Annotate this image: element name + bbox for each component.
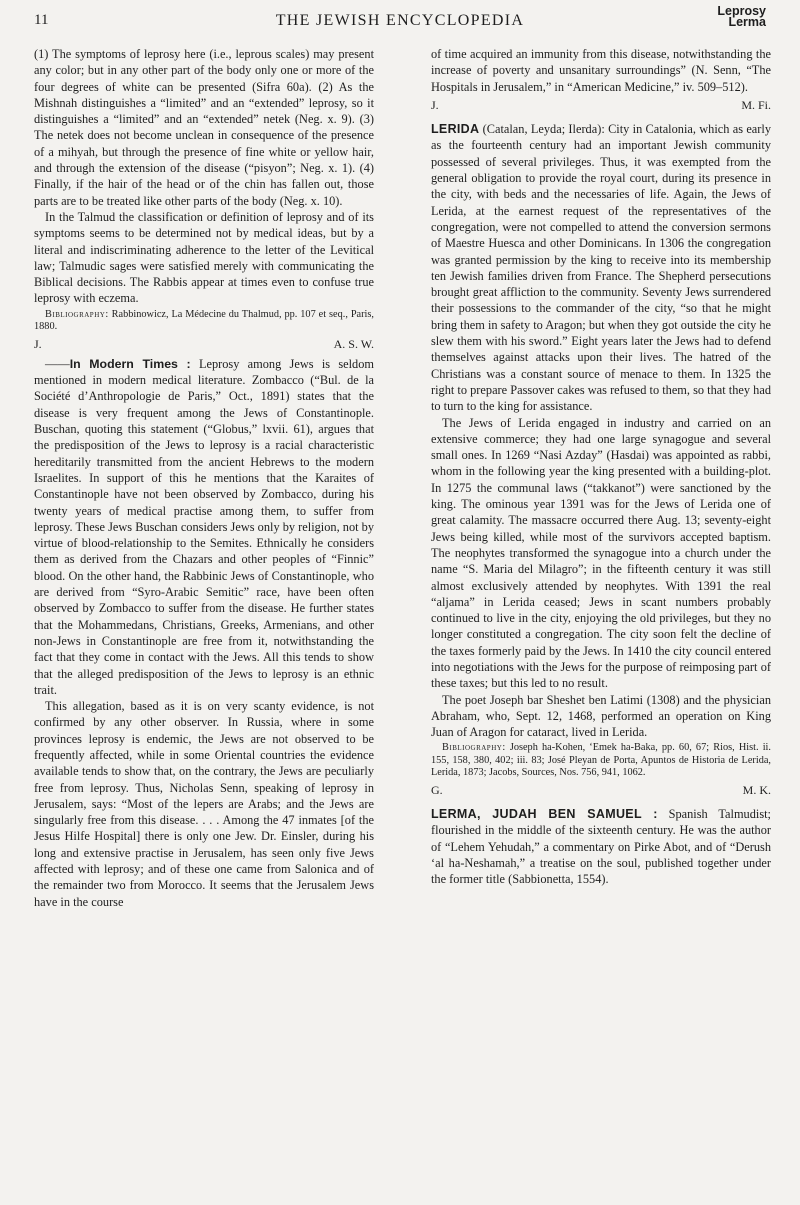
- running-title: THE JEWISH ENCYCLOPEDIA: [275, 12, 525, 29]
- running-header: [34, 6, 766, 44]
- bibliography-label: Bibliography:: [442, 742, 506, 754]
- signature-author: M. K.: [742, 782, 771, 797]
- entry-text: Spanish Talmudist; flourished in the middle of the sixteenth century. He was the author of “Lehem Yehudah,” a commentary on Pirke Abot, and of “Derush ‘al ha-Neshamah,” a treatise on the soul, published together under the former title (Sabbionetta, 1554).: [431, 806, 771, 887]
- section-subheading: In Modern Times :: [69, 356, 191, 371]
- catchwords: [717, 6, 766, 28]
- right-column: [431, 46, 771, 887]
- signature-initial: J.: [431, 97, 439, 112]
- entry-lerma: [431, 806, 771, 887]
- section-dash: ——: [45, 356, 70, 371]
- signature-author: M. Fi.: [741, 97, 771, 112]
- bibliography: [34, 309, 374, 334]
- paragraph: This allegation, based as it is on very scanty evidence, is not confirmed by any other observer. In Russia, where in some provinces leprosy is endemic, the Jews are not observed to be frequently affected, while in some Oriental countries the evidence available tends to show that, on the contrary, the Jews are peculiarly free from leprosy. Thus, Nicholas Senn, speaking of leprosy in Jerusalem, says: “Most of the lepers are Arabs; and the Jews are singularly free from this disease. . . . Among the 47 inmates [of the Jesus Hilfe Hospital] there is only one Jew. Dr. Einsler, during his long and extensive practise in Jerusalem, has seen only five Jews affected with leprosy; and of these one came from Salonica and of the remainder two from Morocco. It seems that the Jerusalem Jews have in the course: [34, 699, 374, 909]
- signature-author: A. S. W.: [333, 336, 374, 351]
- left-column: [34, 46, 374, 910]
- page-number: 11: [34, 12, 49, 28]
- signature-initial: G.: [431, 782, 443, 797]
- entry-text: (Catalan, Leyda; Ilerda): City in Catalonia, which as early as the fourteenth century had an important Jewish community possessed of several privileges. Thus, it was exempted from the general obligation to provide the royal court, during its presence in the city, with beds and the necessaries of life. Again, the Jews of Lerida, at the earnest request of the representatives of the congregation, were not compelled to attend the conversion sermons of Maestre Huesca and other Dominicans. In 1306 the congregation was granted permission by the king to receive into its membership ten Jewish families driven from France. The Shepherd persecutions brought great affliction to the community. Seventy Jews surrendered their possessions to the commander of the city, “so that he might bring them in safety to Aragon; but when they got outside the city he slew them with his sword.” Eight years later the Jews had to defend themselves against attacks upon their lives. The hatred of the Christians was a constant source of menace to them. In 1325 the right to prepare Passover cakes was refused to them, so that they had to turn to the king for assistance.: [431, 122, 771, 414]
- entry-headword: LERMA, JUDAH BEN SAMUEL :: [431, 806, 658, 821]
- entry-headword: LERIDA: [431, 122, 480, 137]
- paragraph: (1) The symptoms of leprosy here (i.e., leprous scales) may present any color; but in any other part of the body only one or more of the four degrees of white can be presented (Sifra 60a). (2) As the Mishnah distinguishes a “limited” and an “extended” leprosy, so it distinguishes a “limited” and an “extended” netek (Neg. x. 9). (3) The netek does not become unclean in consequence of the presence of a mihyah, but through the presence of fine white or yellow hair, and through the extension of the disease (“pisyon”; Neg. x. 1). (4) Finally, if the hair of the head or of the chin has fallen out, those parts are to be treated like other parts of the body (Neg. x. 10).: [34, 47, 374, 208]
- signature-line: [431, 97, 771, 113]
- bibliography: [431, 742, 771, 779]
- paragraph: The Jews of Lerida engaged in industry and carried on an extensive commerce; they had one large synagogue and several small ones. In 1269 “Nasi Azday” (Hasdai) was appointed as rabbi, whom in the following year the king presented with a building-plot. In 1275 the communal laws (“takkanot”) were sanctioned by the king. The ominous year 1391 was for the Jews of Lerida one of great calamity. The massacre occurred there Aug. 13; seventy-eight Jews being killed, while most of the survivors accepted baptism. The neophytes transformed the synagogue into a church under the name “S. Maria del Milagro”; in the fifteenth century it was still almost exclusively attended by neophytes. With 1391 the real “aljama” in Lerida ceased; Jews in scant numbers probably continued to live in the city, enjoying the old privileges, but they no longer constituted a congregation. The city soon felt the decline of the taxes formerly paid by the Jews. In 1410 the city council entered into negotiations with the Jews for the purpose of reimposing part of these taxes; but this led to no result.: [431, 415, 771, 691]
- bibliography-label: Bibliography:: [45, 308, 109, 320]
- entry-lerida: [431, 121, 771, 414]
- bibliography-text: Rabbinowicz, La Médecine du Thalmud, pp. 107 et seq., Paris, 1880.: [34, 308, 374, 333]
- bibliography-text: Joseph ha-Kohen, ‘Emek ha-Baka, pp. 60, 67; Rios, Hist. ii. 155, 158, 380, 402; iii. 83; José Pleyan de Porta, Apuntos de Historia de Lerida, Lerida, 1873; Jacobs, Sources, Nos. 756, 941, 1062.: [431, 742, 771, 779]
- signature-initial: J.: [34, 336, 42, 351]
- signature-line: [431, 782, 771, 798]
- paragraph: of time acquired an immunity from this disease, notwithstanding the increase of poverty and unsanitary surroundings” (N. Senn, “The Hospitals in Jerusalem,” in “American Medicine,” iv. 509–512).: [431, 47, 771, 94]
- paragraph-text: Leprosy among Jews is seldom mentioned in modern medical literature. Zombacco (“Bul. de la Société d’Anthropologie de Paris,” Oct., 1891) states that the disease is very frequent among the Jews of Constantinople. Buschan, quoting this statement (“Globus,” lxvii. 61), argues that the predisposition of the Jews to leprosy is a racial characteristic hereditarily transmitted from the ancient Hebrews to the modern Israelites. In support of this he mentions that the Karaites of Constantinople have not been observed by Zombacco, during his twenty years of medical practise among them, to suffer from leprosy. These Jews Buschan considers Jews only by religion, not by virtue of blood-relationship to the Semites. Ethnically he considers them as derived from the Chazars and other peoples of “Finnic” blood. On the other hand, the Rabbinic Jews of Constantinople, who are derived from “Syro-Arabic Semitic” race, have been often observed by Zombacco to suffer from the disease. He further states that the Mohammedans, Christians, Greeks, Armenians, and other non-Jews in Constantinople are free from it, notwithstanding the fact that they come in contact with the Jews. All this tends to show that the alleged predisposition of the Jews to leprosy is an ethnic trait.: [34, 356, 374, 697]
- catchword-bottom: Lerma: [728, 15, 766, 29]
- catchword-top: Leprosy: [717, 4, 766, 18]
- paragraph: The poet Joseph bar Sheshet ben Latimi (1308) and the physician Abraham, who, Sept. 12, 1468, performed an operation on King Juan of Aragon for cataract, lived in Lerida.: [431, 692, 771, 740]
- paragraph-modern-times: [34, 356, 374, 698]
- signature-line: [34, 336, 374, 352]
- paragraph: In the Talmud the classification or definition of leprosy and of its symptoms seems to be determined not by medical ideas, but by a literal and indiscriminating adherence to the letter of the Levitical law; Talmudic sages were satisfied merely with communicating the Biblical decisions. The Rabbis appear at times even to confuse true leprosy with eczema.: [34, 209, 374, 306]
